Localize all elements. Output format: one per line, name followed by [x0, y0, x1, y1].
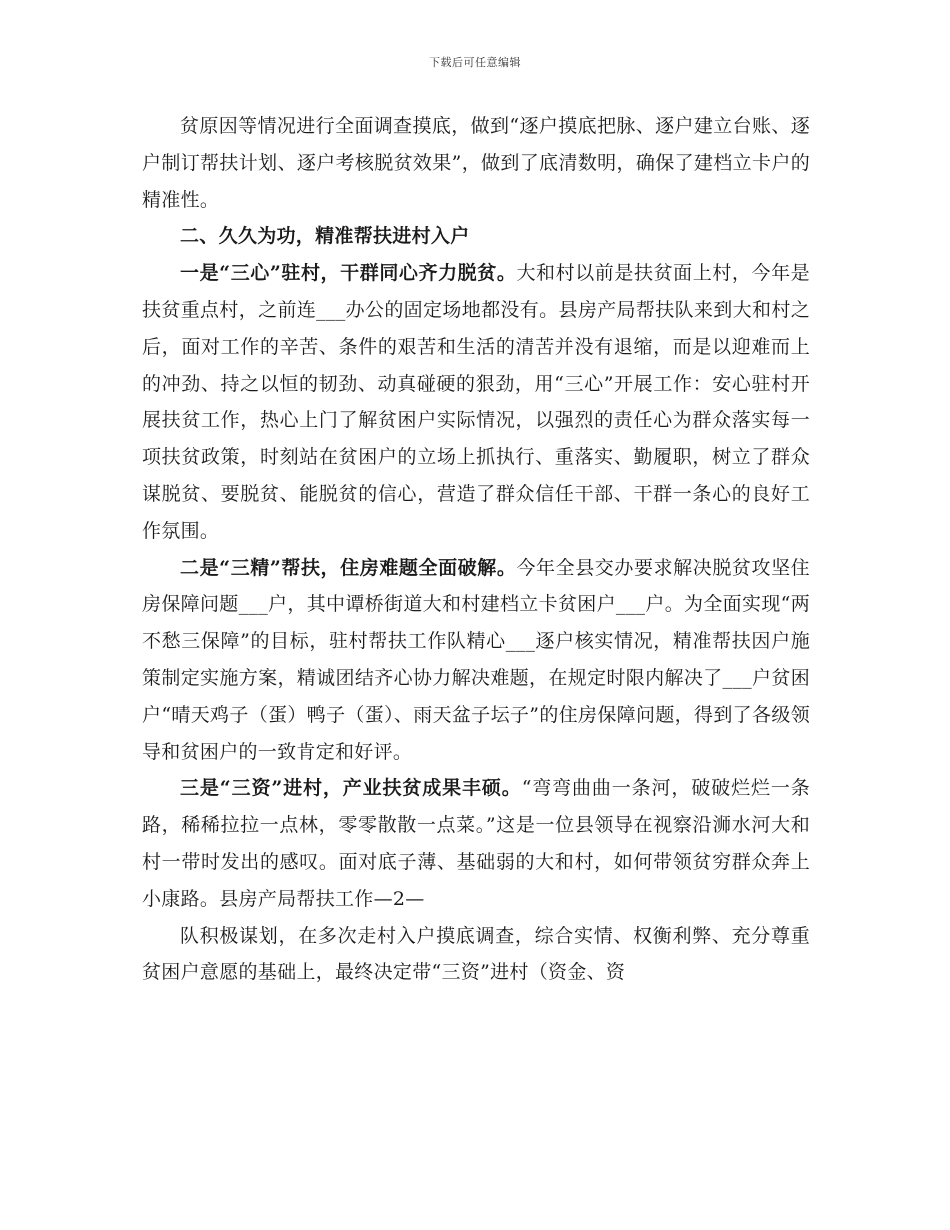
paragraph-4-text: “弯弯曲曲一条河，破破烂烂一条路，稀稀拉拉一点林，零零散散一点菜。”这是一位县领导在视察沿浉水河大和村一带时发出的感叹。面对底子薄、基础弱的大和村，如何带领贫穷群众奔上小康路。县房产局帮扶工作—2— — [142, 777, 811, 910]
paragraph-3-text: 今年全县交办要求解决脱贫攻坚住房保障问题___户，其中谭桥街道大和村建档立卡贫困户___户。为全面实现“两不愁三保障”的目标，驻村帮扶工作队精心___逐户核实情况，精准帮扶因户施策制定实施方案，精诚团结齐心协力解决难题，在规定时限内解决了___户贫困户“晴天鸡子（蛋）鸭子（蛋）、雨天盆子坛子”的住房保障问题，得到了各级领导和贫困户的一致肯定和好评。 — [142, 556, 810, 763]
paragraph-2-lead: 一是“三心”驻村，干群同心齐力脱贫。 — [180, 262, 517, 285]
paragraph-3-lead: 二是“三精”帮扶，住房难题全面破解。 — [180, 556, 517, 579]
paragraph-2 — [142, 255, 810, 549]
page-header-note: 下载后可任意编辑 — [429, 56, 521, 69]
paragraph-1: 贫原因等情况进行全面调查摸底，做到“逐户摸底把脉、逐户建立台账、逐户制订帮扶计划、逐户考核脱贫效果”，做到了底清数明，确保了建档立卡户的精准性。 — [142, 115, 810, 211]
paragraph-3 — [142, 550, 810, 771]
paragraph-4-lead: 三是“三资”进村，产业扶贫成果丰硕。 — [180, 777, 522, 800]
paragraph-5: 队积极谋划，在多次走村入户摸底调查，综合实情、权衡利弊、充分尊重贫困户意愿的基础上，最终决定带“三资”进村（资金、资 — [142, 924, 810, 984]
paragraph-2-text: 大和村以前是扶贫面上村，今年是扶贫重点村，之前连___办公的固定场地都没有。县房产局帮扶队来到大和村之后，面对工作的辛苦、条件的艰苦和生活的清苦并没有退缩，而是以迎难而上的冲劲、持之以恒的韧劲、动真碰硬的狠劲，用“三心”开展工作：安心驻村开展扶贫工作，热心上门了解贫困户实际情况，以强烈的责任心为群众落实每一项扶贫政策，时刻站在贫困户的立场上抓执行、重落实、勤履职，树立了群众谋脱贫、要脱贫、能脱贫的信心，营造了群众信任干部、干群一条心的良好工作氛围。 — [142, 262, 810, 542]
section-heading-2: 二、久久为功，精准帮扶进村入户 — [180, 225, 470, 248]
paragraph-4 — [142, 770, 810, 917]
document-body — [142, 108, 810, 991]
